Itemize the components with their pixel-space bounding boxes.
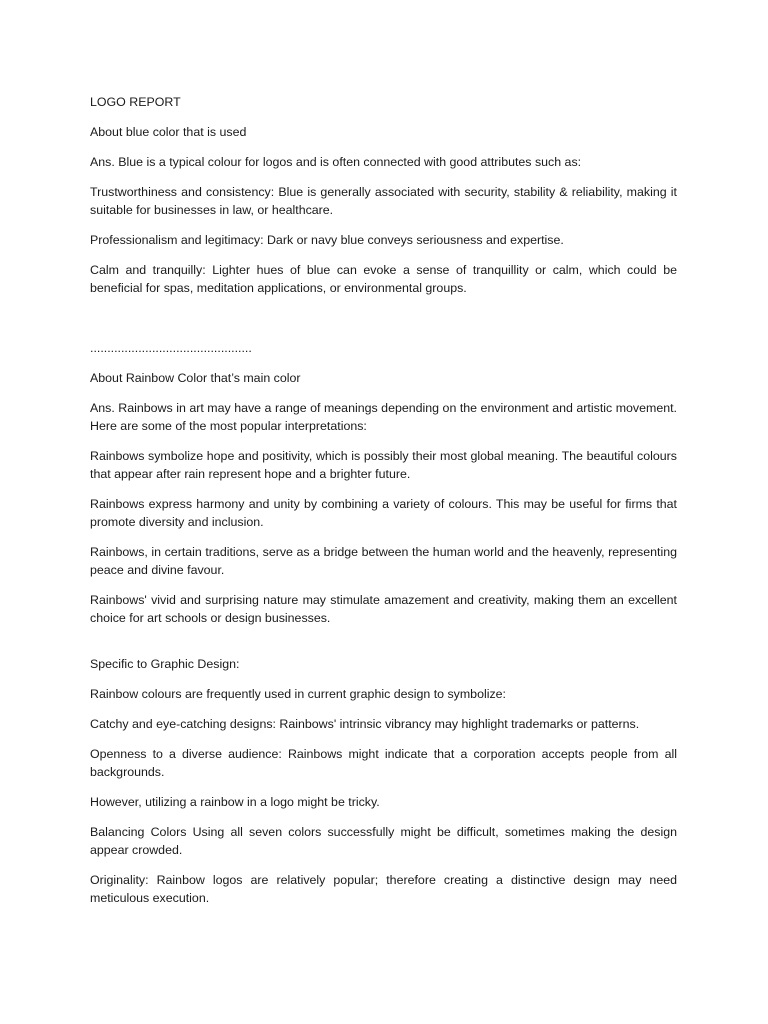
section-separator: ............................................... [90,341,252,355]
rainbow-point: Rainbows, in certain traditions, serve as a bridge between the human world and the heavenly, representing peace and divine favour. [90,545,677,577]
document-body [90,93,677,919]
blue-point: Trustworthiness and consistency: Blue is generally associated with security, stability & reliability, making it suitable for businesses in law, or healthcare. [90,185,677,217]
rainbow-section-heading: About Rainbow Color that’s main color [90,371,301,385]
blue-section-intro: Ans. Blue is a typical colour for logos and is often connected with good attributes such as: [90,155,582,169]
spacer [90,309,677,339]
graphic-point: Openness to a diverse audience: Rainbows might indicate that a corporation accepts people from all backgrounds. [90,747,677,779]
graphic-challenge: Balancing Colors Using all seven colors successfully might be difficult, sometimes making the design appear crowded. [90,825,677,857]
graphic-challenge: Originality: Rainbow logos are relatively popular; therefore creating a distinctive design may need meticulous execution. [90,873,677,905]
blue-point: Professionalism and legitimacy: Dark or navy blue conveys seriousness and expertise. [90,233,564,247]
graphic-section-heading: Specific to Graphic Design: [90,657,240,671]
spacer [90,639,677,655]
blue-section-heading: About blue color that is used [90,125,247,139]
rainbow-point: Rainbows' vivid and surprising nature may stimulate amazement and creativity, making them an excellent choice for art schools or design businesses. [90,593,677,625]
graphic-caution: However, utilizing a rainbow in a logo might be tricky. [90,795,380,809]
graphic-point: Catchy and eye-catching designs: Rainbows' intrinsic vibrancy may highlight trademarks or patterns. [90,717,640,731]
rainbow-section-intro: Ans. Rainbows in art may have a range of meanings depending on the environment and artistic movement. Here are some of the most popular interpretations: [90,401,677,433]
blue-point: Calm and tranquilly: Lighter hues of blue can evoke a sense of tranquillity or calm, which could be beneficial for spas, meditation applications, or environmental groups. [90,263,677,295]
report-title: LOGO REPORT [90,95,181,109]
rainbow-point: Rainbows symbolize hope and positivity, which is possibly their most global meaning. The beautiful colours that appear after rain represent hope and a brighter future. [90,449,677,481]
rainbow-point: Rainbows express harmony and unity by combining a variety of colours. This may be useful for firms that promote diversity and inclusion. [90,497,677,529]
graphic-section-intro: Rainbow colours are frequently used in current graphic design to symbolize: [90,687,506,701]
